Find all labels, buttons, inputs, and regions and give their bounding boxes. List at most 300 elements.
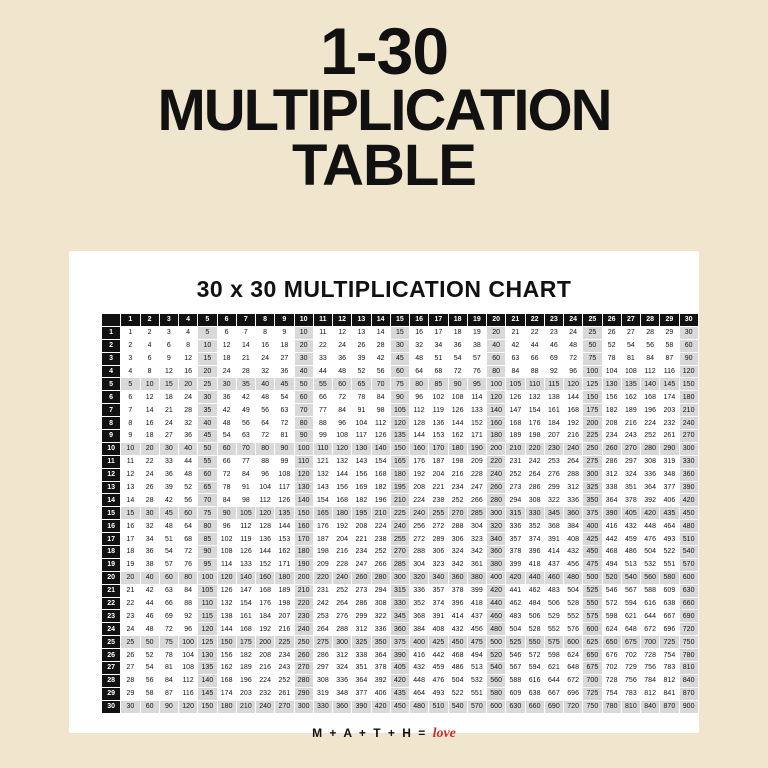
table-cell: 528 [525,623,544,636]
table-cell: 20 [198,365,217,378]
table-cell: 650 [583,649,602,662]
table-cell: 675 [621,636,640,649]
table-cell: 126 [506,391,525,404]
row-header-18: 18 [102,546,121,559]
column-header-24: 24 [564,314,583,327]
table-cell: 54 [159,546,178,559]
table-cell: 252 [333,584,352,597]
table-cell: 169 [352,481,371,494]
column-header-13: 13 [352,314,371,327]
table-cell: 8 [140,365,159,378]
table-cell: 378 [371,662,390,675]
column-header-14: 14 [371,314,390,327]
table-cell: 72 [275,417,294,430]
table-cell: 232 [256,687,275,700]
table-cell: 390 [679,481,698,494]
table-cell: 230 [544,442,563,455]
table-cell: 660 [679,597,698,610]
table-cell: 210 [236,700,255,713]
table-cell: 572 [602,597,621,610]
table-cell: 52 [179,481,198,494]
table-cell: 540 [679,546,698,559]
table-cell: 66 [525,352,544,365]
table-cell: 88 [525,365,544,378]
table-cell: 644 [641,610,660,623]
table-cell: 36 [275,365,294,378]
table-cell: 459 [621,533,640,546]
table-cell: 174 [660,391,679,404]
table-cell: 140 [294,494,313,507]
table-cell: 336 [564,494,583,507]
table-cell: 756 [621,674,640,687]
table-cell: 348 [660,468,679,481]
table-cell: 286 [352,597,371,610]
table-cell: 140 [641,378,660,391]
table-cell: 90 [159,700,178,713]
table-cell: 182 [602,404,621,417]
column-header-30: 30 [679,314,698,327]
table-cell: 200 [294,571,313,584]
table-cell: 26 [602,326,621,339]
table-cell: 675 [583,662,602,675]
table-cell: 42 [159,494,178,507]
table-cell: 34 [429,339,448,352]
table-cell: 90 [275,442,294,455]
table-cell: 15 [121,507,140,520]
table-cell: 264 [564,455,583,468]
table-cell: 576 [564,623,583,636]
table-cell: 273 [506,481,525,494]
table-cell: 24 [256,352,275,365]
table-cell: 580 [660,571,679,584]
table-cell: 58 [660,339,679,352]
table-cell: 399 [467,584,486,597]
table-cell: 242 [525,455,544,468]
table-cell: 189 [236,662,255,675]
table-cell: 448 [410,674,429,687]
table-cell: 60 [198,468,217,481]
card-footer [69,726,699,742]
table-cell: 192 [256,623,275,636]
table-cell: 133 [236,558,255,571]
table-cell: 216 [256,662,275,675]
table-cell: 330 [313,700,332,713]
table-cell: 702 [621,649,640,662]
row-header-26: 26 [102,649,121,662]
table-cell: 325 [583,481,602,494]
table-cell: 299 [352,610,371,623]
table-cell: 108 [217,546,236,559]
table-cell: 84 [641,352,660,365]
table-cell: 78 [159,649,178,662]
table-cell: 493 [660,533,679,546]
table-cell: 19 [467,326,486,339]
table-cell: 68 [429,365,448,378]
table-cell: 630 [506,700,525,713]
table-cell: 224 [641,417,660,430]
table-cell: 240 [333,571,352,584]
row-header-4: 4 [102,365,121,378]
table-cell: 190 [467,442,486,455]
table-cell: 16 [140,417,159,430]
table-cell: 112 [236,520,255,533]
table-cell: 120 [390,417,409,430]
table-cell: 368 [410,610,429,623]
table-cell: 550 [583,597,602,610]
table-cell: 288 [333,623,352,636]
table-cell: 289 [429,533,448,546]
table-cell: 420 [371,700,390,713]
table-cell: 88 [256,455,275,468]
row-header-6: 6 [102,391,121,404]
table-cell: 120 [198,623,217,636]
table-cell: 126 [236,546,255,559]
table-cell: 112 [410,404,429,417]
table-cell: 40 [198,417,217,430]
table-cell: 510 [429,700,448,713]
table-cell: 304 [410,558,429,571]
table-cell: 42 [140,584,159,597]
table-cell: 24 [333,339,352,352]
table-cell: 29 [121,687,140,700]
table-cell: 46 [544,339,563,352]
table-cell: 255 [390,533,409,546]
table-cell: 286 [525,481,544,494]
table-cell: 24 [159,417,178,430]
table-cell: 204 [333,533,352,546]
table-cell: 486 [448,662,467,675]
column-header-27: 27 [621,314,640,327]
table-cell: 189 [506,430,525,443]
table-cell: 780 [679,649,698,662]
poster-title [0,0,768,198]
table-cell: 72 [564,352,583,365]
column-header-29: 29 [660,314,679,327]
table-cell: 144 [564,391,583,404]
table-cell: 56 [236,417,255,430]
table-cell: 30 [159,442,178,455]
table-cell: 52 [352,365,371,378]
table-cell: 208 [256,649,275,662]
table-cell: 88 [179,597,198,610]
table-row [102,481,699,494]
table-cell: 6 [159,339,178,352]
table-cell: 621 [621,610,640,623]
table-cell: 432 [410,662,429,675]
table-cell: 104 [602,365,621,378]
table-cell: 21 [121,584,140,597]
table-cell: 195 [390,481,409,494]
table-cell: 26 [140,481,159,494]
table-cell: 105 [198,584,217,597]
table-cell: 425 [583,533,602,546]
table-cell: 95 [198,558,217,571]
table-cell: 420 [506,571,525,584]
table-cell: 60 [217,442,236,455]
table-cell: 2 [140,326,159,339]
table-cell: 380 [487,558,506,571]
table-cell: 133 [467,404,486,417]
table-cell: 12 [217,339,236,352]
table-cell: 190 [294,558,313,571]
table-cell: 11 [313,326,332,339]
table-cell: 55 [198,455,217,468]
table-cell: 156 [602,391,621,404]
table-cell: 96 [256,468,275,481]
table-cell: 351 [621,481,640,494]
table-cell: 128 [256,520,275,533]
table-cell: 140 [487,404,506,417]
table-cell: 20 [179,378,198,391]
table-cell: 21 [236,352,255,365]
table-cell: 120 [564,378,583,391]
table-cell: 112 [641,365,660,378]
table-cell: 1 [121,326,140,339]
table-cell: 338 [352,649,371,662]
table-cell: 63 [506,352,525,365]
table-cell: 114 [217,558,236,571]
table-cell: 240 [410,507,429,520]
table-cell: 4 [121,365,140,378]
table-cell: 312 [602,468,621,481]
chart-title: 30 x 30 MULTIPLICATION CHART [196,276,572,302]
table-cell: 600 [679,571,698,584]
table-row [102,404,699,417]
table-cell: 650 [602,636,621,649]
table-cell: 364 [371,649,390,662]
table-cell: 18 [140,430,159,443]
table-cell: 551 [660,558,679,571]
table-cell: 324 [448,546,467,559]
table-cell: 64 [256,417,275,430]
table-cell: 117 [352,430,371,443]
table-cell: 520 [602,571,621,584]
table-cell: 110 [294,455,313,468]
table-cell: 588 [506,674,525,687]
row-header-7: 7 [102,404,121,417]
table-cell: 276 [333,610,352,623]
table-cell: 270 [448,507,467,520]
table-cell: 196 [371,494,390,507]
title-line-2: MULTIPLICATION [157,77,611,143]
table-cell: 361 [467,558,486,571]
table-cell: 182 [236,649,255,662]
table-cell: 152 [256,558,275,571]
table-cell: 280 [641,442,660,455]
table-cell: 425 [429,636,448,649]
table-cell: 414 [448,610,467,623]
table-cell: 352 [525,520,544,533]
table-cell: 88 [313,417,332,430]
table-cell: 38 [467,339,486,352]
table-cell: 540 [448,700,467,713]
table-cell: 99 [275,455,294,468]
table-row [102,365,699,378]
table-cell: 275 [313,636,332,649]
table-cell: 128 [410,417,429,430]
table-cell: 308 [525,494,544,507]
table-cell: 475 [467,636,486,649]
table-cell: 350 [583,494,602,507]
table-cell: 30 [294,352,313,365]
table-cell: 100 [198,571,217,584]
table-cell: 80 [179,571,198,584]
table-cell: 16 [179,365,198,378]
table-cell: 210 [294,584,313,597]
table-cell: 150 [294,507,313,520]
table-cell: 264 [525,468,544,481]
table-cell: 8 [256,326,275,339]
table-cell: 176 [256,597,275,610]
table-cell: 841 [660,687,679,700]
table-cell: 32 [140,520,159,533]
row-header-19: 19 [102,558,121,571]
table-cell: 660 [525,700,544,713]
table-cell: 315 [390,584,409,597]
table-cell: 130 [352,442,371,455]
table-cell: 28 [140,494,159,507]
table-cell: 6 [121,391,140,404]
table-cell: 300 [487,507,506,520]
column-header-10: 10 [294,314,313,327]
table-row [102,662,699,675]
table-cell: 27 [121,662,140,675]
column-header-12: 12 [333,314,352,327]
table-cell: 528 [564,597,583,610]
table-cell: 238 [429,494,448,507]
table-cell: 45 [275,378,294,391]
table-row [102,571,699,584]
table-cell: 72 [448,365,467,378]
table-cell: 210 [390,494,409,507]
row-header-24: 24 [102,623,121,636]
table-cell: 198 [275,597,294,610]
table-cell: 552 [564,610,583,623]
table-cell: 102 [429,391,448,404]
row-header-13: 13 [102,481,121,494]
table-cell: 100 [294,442,313,455]
table-cell: 225 [390,507,409,520]
row-header-28: 28 [102,674,121,687]
table-cell: 378 [448,584,467,597]
table-cell: 220 [313,571,332,584]
table-cell: 40 [294,365,313,378]
table-cell: 84 [179,584,198,597]
table-cell: 13 [121,481,140,494]
table-cell: 60 [140,700,159,713]
table-cell: 22 [121,597,140,610]
table-cell: 50 [583,339,602,352]
table-cell: 476 [641,533,660,546]
column-header-2: 2 [140,314,159,327]
table-cell: 468 [448,649,467,662]
table-cell: 20 [487,326,506,339]
table-cell: 112 [256,494,275,507]
table-cell: 198 [313,546,332,559]
table-cell: 384 [564,520,583,533]
table-cell: 252 [506,468,525,481]
table-cell: 78 [602,352,621,365]
table-cell: 100 [583,365,602,378]
table-cell: 288 [564,468,583,481]
table-cell: 22 [525,326,544,339]
table-cell: 378 [621,494,640,507]
table-cell: 15 [159,378,178,391]
table-cell: 638 [525,687,544,700]
table-cell: 119 [236,533,255,546]
table-cell: 532 [467,674,486,687]
table-cell: 234 [352,546,371,559]
table-cell: 144 [275,520,294,533]
table-cell: 504 [448,674,467,687]
column-header-16: 16 [410,314,429,327]
table-cell: 60 [159,571,178,584]
column-header-5: 5 [198,314,217,327]
table-cell: 323 [429,558,448,571]
table-cell: 504 [506,623,525,636]
table-cell: 64 [179,520,198,533]
table-cell: 2 [121,339,140,352]
table-cell: 306 [448,533,467,546]
table-cell: 260 [352,571,371,584]
table-cell: 48 [333,365,352,378]
table-cell: 220 [487,455,506,468]
table-cell: 570 [467,700,486,713]
table-cell: 261 [660,430,679,443]
table-cell: 450 [583,546,602,559]
table-cell: 116 [660,365,679,378]
table-cell: 300 [583,468,602,481]
table-cell: 437 [467,610,486,623]
table-cell: 676 [602,649,621,662]
table-cell: 513 [621,558,640,571]
table-cell: 162 [448,430,467,443]
row-header-9: 9 [102,430,121,443]
table-cell: 575 [583,610,602,623]
table-cell: 154 [525,404,544,417]
table-cell: 345 [544,507,563,520]
table-cell: 189 [275,584,294,597]
table-cell: 48 [256,391,275,404]
table-cell: 150 [583,391,602,404]
table-cell: 48 [159,520,178,533]
table-cell: 725 [583,687,602,700]
table-cell: 160 [256,571,275,584]
table-cell: 45 [198,430,217,443]
table-cell: 208 [410,481,429,494]
table-cell: 494 [602,558,621,571]
table-cell: 28 [179,404,198,417]
table-cell: 200 [487,442,506,455]
table-cell: 10 [294,326,313,339]
table-cell: 154 [371,455,390,468]
table-cell: 90 [448,378,467,391]
table-cell: 153 [429,430,448,443]
table-cell: 696 [564,687,583,700]
table-cell: 115 [544,378,563,391]
table-cell: 570 [679,558,698,571]
table-cell: 255 [429,507,448,520]
table-cell: 70 [371,378,390,391]
table-cell: 80 [198,520,217,533]
row-header-22: 22 [102,597,121,610]
table-cell: 33 [313,352,332,365]
table-cell: 84 [371,391,390,404]
table-cell: 75 [390,378,409,391]
table-cell: 161 [236,610,255,623]
table-cell: 135 [621,378,640,391]
table-cell: 126 [448,404,467,417]
